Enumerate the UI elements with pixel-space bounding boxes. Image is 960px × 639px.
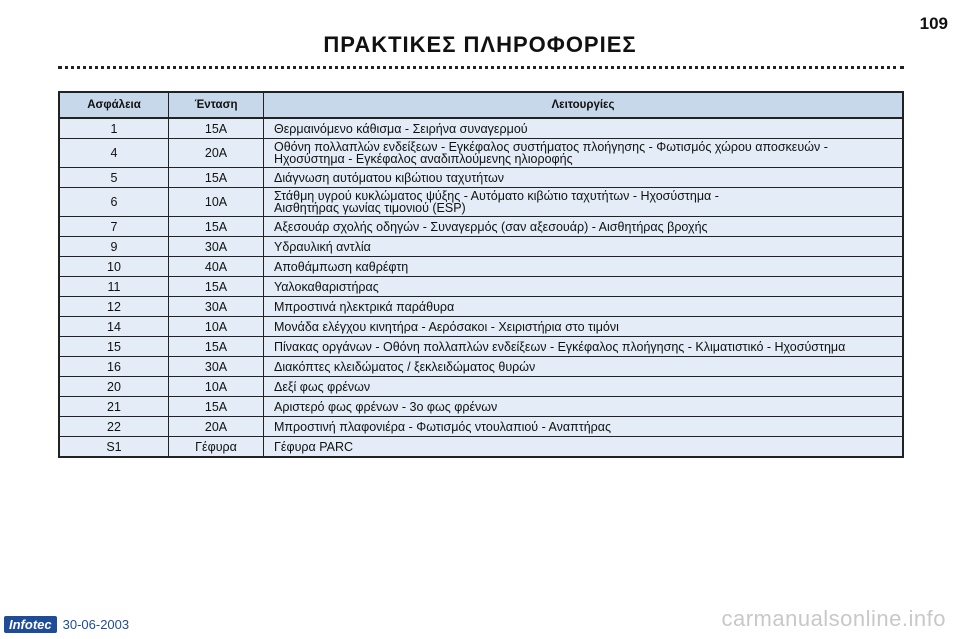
function-line: Αριστερό φως φρένων - 3ο φως φρένων bbox=[274, 399, 498, 414]
function-line: Γέφυρα PARC bbox=[274, 439, 354, 454]
fuse-number: 14 bbox=[59, 317, 169, 337]
fuse-number: 16 bbox=[59, 357, 169, 377]
fuse-rating: 40A bbox=[169, 257, 264, 277]
function-line: Δεξί φως φρένων bbox=[274, 379, 371, 394]
function-line: Μπροστινή πλαφονιέρα - Φωτισμός ντουλαπιού - Αναπτήρας bbox=[274, 419, 612, 434]
header-fuse: Ασφάλεια bbox=[59, 92, 169, 118]
fuse-rating: 20A bbox=[169, 139, 264, 168]
fuse-number: 10 bbox=[59, 257, 169, 277]
fuse-table bbox=[58, 91, 904, 458]
fuse-functions bbox=[264, 437, 904, 458]
table-row bbox=[59, 377, 903, 397]
fuse-functions bbox=[264, 417, 904, 437]
fuse-number: S1 bbox=[59, 437, 169, 458]
function-line: Υαλοκαθαριστήρας bbox=[274, 279, 379, 294]
table-row bbox=[59, 417, 903, 437]
header-rating: Ένταση bbox=[169, 92, 264, 118]
function-line: Διακόπτες κλειδώματος / ξεκλειδώματος θυρών bbox=[274, 359, 536, 374]
function-line: Οθόνη πολλαπλών ενδείξεων - Εγκέφαλος συστήματος πλοήγησης - Φωτισμός χώρου αποσκευών - bbox=[274, 140, 828, 154]
table-row bbox=[59, 217, 903, 237]
footer-date: 30-06-2003 bbox=[62, 617, 130, 632]
fuse-functions bbox=[264, 317, 904, 337]
function-line: Ηχοσύστημα - Εγκέφαλος αναδιπλούμενης ηλιοροφής bbox=[274, 152, 573, 166]
fuse-rating: 10A bbox=[169, 188, 264, 217]
function-line: Αισθητήρας γωνίας τιμονιού (ESP) bbox=[274, 201, 466, 215]
fuse-rating: Γέφυρα bbox=[169, 437, 264, 458]
fuse-rating: 15A bbox=[169, 337, 264, 357]
fuse-rating: 30A bbox=[169, 297, 264, 317]
fuse-number: 6 bbox=[59, 188, 169, 217]
fuse-functions bbox=[264, 257, 904, 277]
page-number: 109 bbox=[919, 14, 948, 33]
infotec-logo: Infotec bbox=[4, 616, 57, 633]
fuse-functions bbox=[264, 297, 904, 317]
fuse-number: 15 bbox=[59, 337, 169, 357]
fuse-functions bbox=[264, 168, 904, 188]
table-row bbox=[59, 437, 903, 458]
fuse-rating: 15A bbox=[169, 277, 264, 297]
fuse-table-body bbox=[59, 118, 903, 457]
fuse-rating: 15A bbox=[169, 217, 264, 237]
function-line: Πίνακας οργάνων - Οθόνη πολλαπλών ενδείξεων - Εγκέφαλος πλοήγησης - Κλιματιστικό - Ηχοσύστημα bbox=[274, 339, 846, 354]
dotted-divider bbox=[58, 66, 904, 69]
fuse-functions bbox=[264, 237, 904, 257]
table-row bbox=[59, 168, 903, 188]
fuse-number: 22 bbox=[59, 417, 169, 437]
fuse-functions bbox=[264, 188, 904, 217]
fuse-functions bbox=[264, 357, 904, 377]
table-row bbox=[59, 237, 903, 257]
table-row bbox=[59, 257, 903, 277]
fuse-rating: 15A bbox=[169, 397, 264, 417]
fuse-number: 4 bbox=[59, 139, 169, 168]
header-functions: Λειτουργίες bbox=[264, 92, 904, 118]
fuse-rating: 30A bbox=[169, 357, 264, 377]
function-line: Μπροστινά ηλεκτρικά παράθυρα bbox=[274, 299, 455, 314]
fuse-number: 21 bbox=[59, 397, 169, 417]
function-line: Στάθμη υγρού κυκλώματος ψύξης - Αυτόματο κιβώτιο ταχυτήτων - Ηχοσύστημα - bbox=[274, 189, 719, 203]
table-row bbox=[59, 188, 903, 217]
fuse-rating: 30A bbox=[169, 237, 264, 257]
table-row bbox=[59, 357, 903, 377]
function-line: Θερμαινόμενο κάθισμα - Σειρήνα συναγερμού bbox=[274, 121, 528, 136]
fuse-functions bbox=[264, 139, 904, 168]
fuse-number: 11 bbox=[59, 277, 169, 297]
fuse-number: 9 bbox=[59, 237, 169, 257]
table-row bbox=[59, 277, 903, 297]
page-title: ΠΡΑΚΤΙΚΕΣ ΠΛΗΡΟΦΟΡΙΕΣ bbox=[323, 32, 637, 57]
footer bbox=[4, 616, 129, 633]
table-row bbox=[59, 337, 903, 357]
fuse-number: 1 bbox=[59, 118, 169, 139]
fuse-number: 12 bbox=[59, 297, 169, 317]
fuse-functions bbox=[264, 118, 904, 139]
watermark: carmanualsonline.info bbox=[721, 606, 946, 631]
function-line: Αποθάμπωση καθρέφτη bbox=[274, 259, 409, 274]
fuse-number: 20 bbox=[59, 377, 169, 397]
table-row bbox=[59, 397, 903, 417]
table-row bbox=[59, 139, 903, 168]
fuse-rating: 10A bbox=[169, 377, 264, 397]
fuse-rating: 15A bbox=[169, 118, 264, 139]
table-row bbox=[59, 118, 903, 139]
fuse-number: 5 bbox=[59, 168, 169, 188]
table-row bbox=[59, 317, 903, 337]
function-line: Διάγνωση αυτόματου κιβώτιου ταχυτήτων bbox=[274, 170, 504, 185]
table-header-row bbox=[59, 92, 903, 118]
function-line: Υδραυλική αντλία bbox=[274, 239, 371, 254]
function-line: Αξεσουάρ σχολής οδηγών - Συναγερμός (σαν αξεσουάρ) - Αισθητήρας βροχής bbox=[274, 219, 708, 234]
fuse-functions bbox=[264, 277, 904, 297]
fuse-rating: 10A bbox=[169, 317, 264, 337]
fuse-number: 7 bbox=[59, 217, 169, 237]
fuse-rating: 20A bbox=[169, 417, 264, 437]
fuse-rating: 15A bbox=[169, 168, 264, 188]
fuse-functions bbox=[264, 217, 904, 237]
function-line: Μονάδα ελέγχου κινητήρα - Αερόσακοι - Χειριστήρια στο τιμόνι bbox=[274, 319, 619, 334]
fuse-functions bbox=[264, 337, 904, 357]
table-row bbox=[59, 297, 903, 317]
fuse-functions bbox=[264, 397, 904, 417]
fuse-functions bbox=[264, 377, 904, 397]
